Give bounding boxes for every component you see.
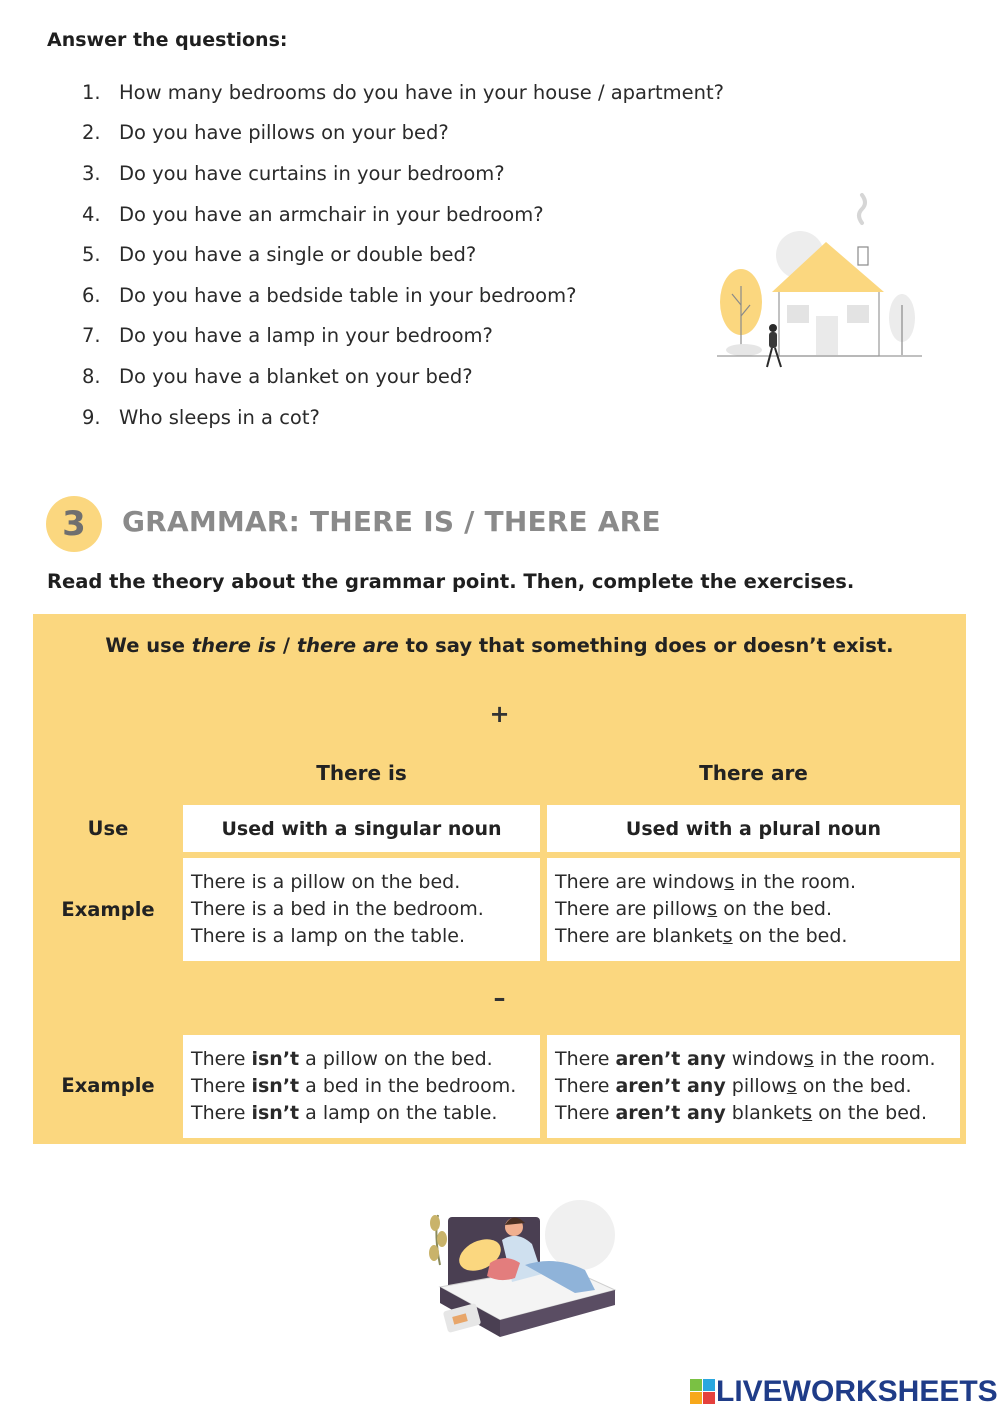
- list-item: 2. Do you have pillows on your bed?: [82, 121, 449, 145]
- positive-plural-examples: [547, 858, 960, 961]
- row-label-example-negative: Example: [61, 1074, 155, 1097]
- row-label-example-positive: Example: [61, 898, 155, 921]
- example-line: There are blankets on the bed.: [555, 925, 848, 947]
- list-item: 9. Who sleeps in a cot?: [82, 405, 320, 429]
- list-item: 5. Do you have a single or double bed?: [82, 243, 477, 267]
- column-header-there-is: There is: [316, 761, 407, 785]
- list-item: 8. Do you have a blanket on your bed?: [82, 364, 473, 388]
- answer-heading: Answer the questions:: [47, 29, 288, 51]
- row-label-use: Use: [87, 817, 129, 840]
- house-illustration: [712, 190, 927, 370]
- example-line: There is a pillow on the bed.: [191, 871, 461, 893]
- bed-illustration: [420, 1195, 620, 1345]
- column-header-there-are: There are: [699, 761, 808, 785]
- positive-sign: +: [489, 700, 510, 728]
- positive-singular-examples: [183, 858, 540, 961]
- list-item: 7. Do you have a lamp in your bedroom?: [82, 324, 493, 348]
- example-line: There aren’t any pillows on the bed.: [555, 1075, 912, 1097]
- brand-logo: [690, 1372, 998, 1412]
- example-line: There isn’t a lamp on the table.: [191, 1102, 498, 1124]
- example-line: There are pillows on the bed.: [555, 898, 833, 920]
- theory-intro: We use there is / there are to say that something does or doesn’t exist.: [105, 634, 894, 657]
- section-title: GRAMMAR: THERE IS / THERE ARE: [122, 505, 661, 538]
- use-singular-cell: Used with a singular noun: [183, 805, 540, 852]
- example-line: There isn’t a pillow on the bed.: [191, 1048, 493, 1070]
- example-line: There aren’t any windows in the room.: [555, 1048, 936, 1070]
- list-item: 3. Do you have curtains in your bedroom?: [82, 161, 505, 185]
- liveworksheets-icon: [690, 1379, 716, 1405]
- example-line: There is a lamp on the table.: [191, 925, 465, 947]
- instruction-text: Read the theory about the grammar point. Then, complete the exercises.: [47, 570, 855, 593]
- theory-box: [33, 614, 966, 1144]
- example-line: There is a bed in the bedroom.: [191, 898, 484, 920]
- negative-plural-examples: [547, 1035, 960, 1138]
- section-number-badge: 3: [46, 496, 102, 552]
- list-item: 4. Do you have an armchair in your bedroom?: [82, 202, 544, 226]
- use-plural-cell: Used with a plural noun: [547, 805, 960, 852]
- brand-name: LIVEWORKSHEETS: [716, 1375, 998, 1408]
- negative-singular-examples: [183, 1035, 540, 1138]
- example-line: There are windows in the room.: [555, 871, 857, 893]
- example-line: There aren’t any blankets on the bed.: [555, 1102, 927, 1124]
- negative-sign: –: [493, 984, 506, 1012]
- example-line: There isn’t a bed in the bedroom.: [191, 1075, 517, 1097]
- list-item: 6. Do you have a bedside table in your bedroom?: [82, 283, 577, 307]
- question-list: [82, 72, 724, 437]
- list-item: 1. How many bedrooms do you have in your house / apartment?: [82, 80, 724, 104]
